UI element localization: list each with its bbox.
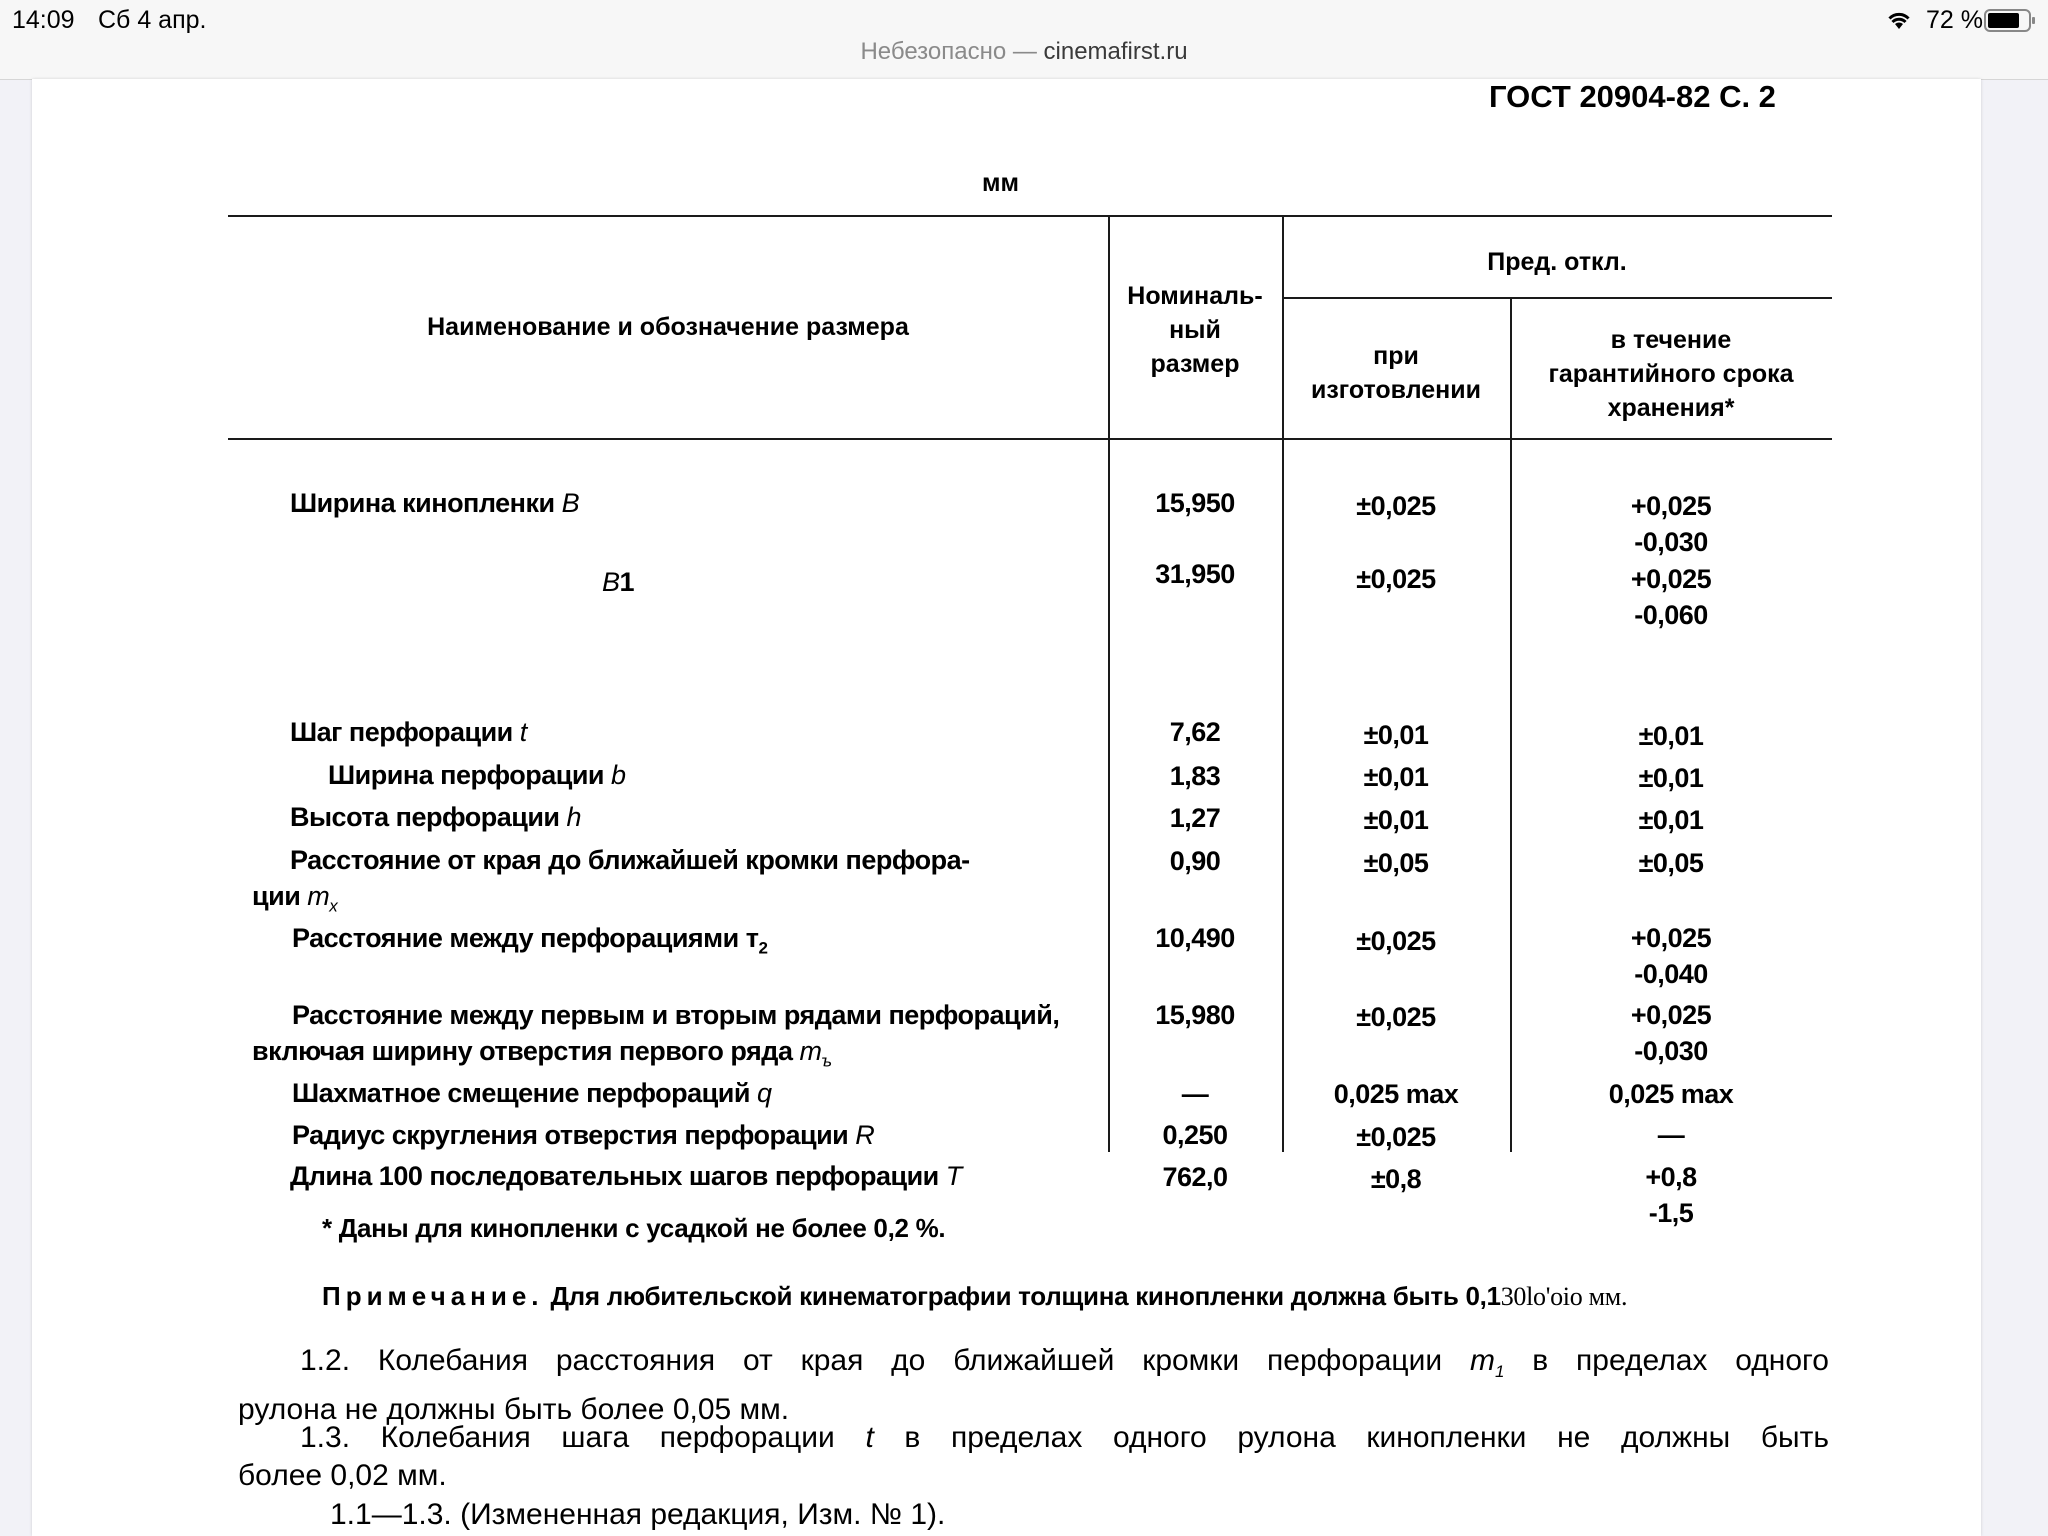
table-row-storage: +0,025 -0,030 [1630,491,1712,557]
col-header-nominal: Номиналь- ный размер [1127,282,1263,378]
table-row-name: Расстояние между перфорациями $т_2$ [292,923,768,958]
table-header-rule [228,438,1832,440]
table-row-nominal: 15,980 [1155,1000,1235,1030]
table-row-name-cont: ции $m_x$ [252,881,338,916]
col-header-storage: в течение гарантийного срока хранения* [1548,326,1794,422]
document-page [32,79,1981,1536]
battery-percentage: 72 % [1926,6,1983,34]
table-row-name: Расстояние от края до ближайшей кромки перфора- [290,845,970,875]
paragraph-1-2: 1.2. Колебания расстояния от края до ближайшей кромки перфорации $m_1$ в пределах одного рулона не должны быть более 0,05 мм. [238,1344,1829,1426]
table-row-manufacture: 0,025 max [1333,1079,1459,1109]
table-top-rule [228,215,1832,217]
document-header: ГОСТ 20904-82 С. 2 [1489,79,1776,114]
table-row-name: Шаг перфорации t [290,717,527,747]
table-row-name: B1 [602,567,635,597]
table-row-storage: ±0,01 [1638,763,1704,793]
table-row-storage: ±0,01 [1638,805,1704,835]
table-row-name: Ширина кинопленки B [290,488,580,518]
table-row-storage: 0,025 max [1608,1079,1734,1109]
table-row-nominal: 0,90 [1169,846,1221,876]
table-row-storage: +0,8 -1,5 [1645,1162,1697,1228]
status-time: 14:09 [12,6,75,34]
security-label: Небезопасно [860,38,1007,65]
table-row-manufacture: ±0,025 [1356,564,1436,594]
wifi-icon [1886,9,1912,31]
table-row-manufacture: ±0,025 [1356,1002,1436,1032]
table-row-manufacture: ±0,01 [1363,805,1429,835]
table-row-name-cont: включая ширину отверстия первого ряда $m_ъ$ [252,1036,832,1071]
table-row-nominal: 762,0 [1162,1162,1228,1192]
table-row-storage: ±0,01 [1638,721,1704,751]
table-row-nominal: — [1181,1079,1209,1109]
table-row-name: Шахматное смещение перфораций q [292,1078,772,1108]
table-row-name: Длина 100 последовательных шагов перфорации T [290,1161,962,1191]
col-header-manufacture: при изготовлении [1310,342,1482,404]
table-row-manufacture: ±0,025 [1356,1122,1436,1152]
table-row-nominal: 31,950 [1155,559,1235,589]
table-row-storage: — [1657,1120,1685,1150]
table-row-name: Высота перфорации h [290,802,582,832]
col-header-deviation: Пред. откл. [1487,248,1627,276]
col-header-name: Наименование и обозначение размера [427,313,909,341]
battery-icon [1984,9,2036,32]
url-separator: — [1006,38,1044,65]
table-row-manufacture: ±0,01 [1363,762,1429,792]
table-row-nominal: 10,490 [1155,923,1235,953]
table-unit: мм [982,169,1019,197]
table-row-name: Расстояние между первым и вторым рядами перфораций, [292,1000,1060,1030]
table-row-manufacture: ±0,8 [1370,1164,1422,1194]
table-row-nominal: 1,27 [1169,803,1221,833]
table-row-manufacture: ±0,025 [1356,926,1436,956]
status-date: Сб 4 апр. [98,6,207,34]
table-row-storage: ±0,05 [1638,848,1704,878]
table-row-name: Радиус скругления отверстия перфорации R [292,1120,875,1150]
table-row-nominal: 7,62 [1169,717,1221,747]
table-row-manufacture: ±0,05 [1363,848,1429,878]
table-row-nominal: 0,250 [1162,1120,1228,1150]
table-row-nominal: 1,83 [1169,761,1221,791]
table-row-storage: +0,025 -0,060 [1630,564,1712,630]
table-row-storage: +0,025 -0,030 [1630,1000,1712,1066]
table-row-manufacture: ±0,025 [1356,491,1436,521]
table-row-manufacture: ±0,01 [1363,720,1429,750]
browser-top-bar [0,0,2048,80]
table-footnote: * Даны для кинопленки с усадкой не более 0,2 %. [322,1213,946,1243]
revision-note: 1.1—1.3. (Измененная редакция, Изм. № 1). [330,1498,946,1531]
table-note: Примечание. Для любительской кинематографии толщина кинопленки должна быть 0,130lo'oio мм. [322,1281,1628,1311]
table-row-nominal: 15,950 [1155,488,1235,518]
table-row-storage: +0,025 -0,040 [1630,923,1712,989]
address-bar[interactable] [0,38,2048,66]
paragraph-1-3: 1.3. Колебания шага перфорации t в пределах одного рулона кинопленки не должны быть более 0,02 мм. [238,1421,1829,1492]
url-domain: cinemafirst.ru [1043,38,1188,65]
table-row-name: Ширина перфорации b [328,760,626,790]
table-subheader-rule [1282,297,1832,299]
